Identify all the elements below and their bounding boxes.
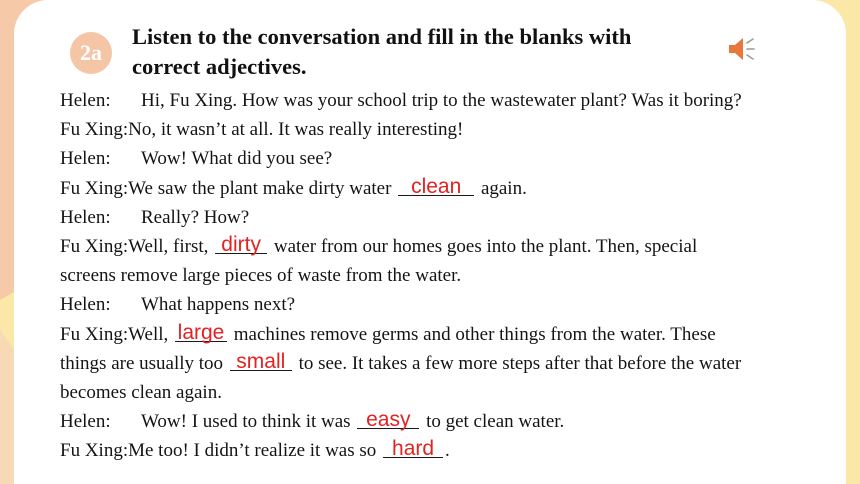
answer-blank[interactable] bbox=[357, 408, 419, 432]
speaker-name: Helen: bbox=[60, 206, 111, 228]
dialogue-text: becomes clean again. bbox=[60, 381, 222, 403]
dialogue-text: We saw the plant make dirty water bbox=[128, 177, 397, 199]
dialogue-line bbox=[60, 86, 840, 115]
dialogue-line bbox=[60, 261, 840, 290]
speaker-name: Helen: bbox=[60, 294, 111, 316]
answer-text: small bbox=[236, 349, 286, 373]
answer-blank[interactable] bbox=[398, 175, 474, 196]
speaker-name: Fu Xing: bbox=[60, 177, 129, 199]
speaker-name: Fu Xing: bbox=[60, 119, 129, 141]
speaker-name: Helen: bbox=[60, 148, 111, 170]
dialogue-text: to see. It takes a few more steps after that before the water bbox=[293, 352, 742, 374]
dialogue-text: things are usually too bbox=[60, 352, 228, 374]
dialogue-line bbox=[60, 115, 840, 144]
instruction-title bbox=[132, 22, 732, 82]
answer-blank[interactable] bbox=[230, 350, 292, 371]
answer-text: large bbox=[177, 320, 225, 344]
dialogue-line bbox=[60, 203, 840, 232]
dialogue-line bbox=[60, 349, 840, 378]
dialogue-text: What happens next? bbox=[141, 294, 296, 316]
answer-text: dirty bbox=[221, 232, 261, 256]
speaker-name: Helen: bbox=[60, 90, 111, 111]
dialogue-text: No, it wasn’t at all. It was really interesting! bbox=[128, 119, 464, 141]
dialogue-line bbox=[60, 320, 840, 349]
answer-blank[interactable] bbox=[215, 233, 267, 254]
answer-blank[interactable] bbox=[175, 321, 227, 342]
dialogue-text: water from our homes goes into the plant. Then, special bbox=[269, 235, 698, 257]
dialogue-line bbox=[60, 232, 840, 261]
instruction-title-line: correct adjectives. bbox=[132, 54, 307, 79]
answer-text: clean bbox=[411, 174, 462, 198]
speaker-name: Helen: bbox=[60, 411, 111, 433]
dialogue-text: Wow! What did you see? bbox=[141, 148, 333, 170]
dialogue-text: to get clean water. bbox=[421, 411, 565, 433]
dialogue-text: Me too! I didn’t realize it was so bbox=[128, 440, 382, 462]
dialogue-text: screens remove large pieces of waste from the water. bbox=[60, 265, 462, 287]
speaker-name: Fu Xing: bbox=[60, 440, 129, 462]
dialogue-text: Well, first, bbox=[128, 235, 214, 257]
dialogue-text: Well, bbox=[128, 323, 174, 345]
dialogue-text: Wow! I used to think it was bbox=[141, 411, 356, 433]
speaker-name: Fu Xing: bbox=[60, 323, 129, 345]
speaker-icon[interactable] bbox=[725, 33, 757, 65]
instruction-title-line: Listen to the conversation and fill in the blanks with bbox=[132, 24, 632, 49]
answer-text: easy bbox=[366, 408, 411, 432]
dialogue-line bbox=[60, 378, 840, 407]
dialogue-text: . bbox=[445, 440, 450, 462]
dialogue-line bbox=[60, 144, 840, 173]
exercise-badge: 2a bbox=[70, 32, 112, 74]
dialogue bbox=[60, 86, 840, 465]
dialogue-line bbox=[60, 436, 840, 465]
dialogue-line bbox=[60, 174, 840, 203]
dialogue-line bbox=[60, 290, 840, 319]
dialogue-text: Really? How? bbox=[141, 206, 250, 228]
answer-text: hard bbox=[392, 437, 435, 461]
speaker-name: Fu Xing: bbox=[60, 235, 129, 257]
dialogue-line bbox=[60, 407, 840, 436]
dialogue-text: machines remove germs and other things from the water. These bbox=[229, 323, 716, 345]
dialogue-text: again. bbox=[476, 177, 527, 199]
dialogue-text: Hi, Fu Xing. How was your school trip to the wastewater plant? Was it boring? bbox=[141, 90, 742, 111]
answer-blank[interactable] bbox=[383, 437, 443, 461]
